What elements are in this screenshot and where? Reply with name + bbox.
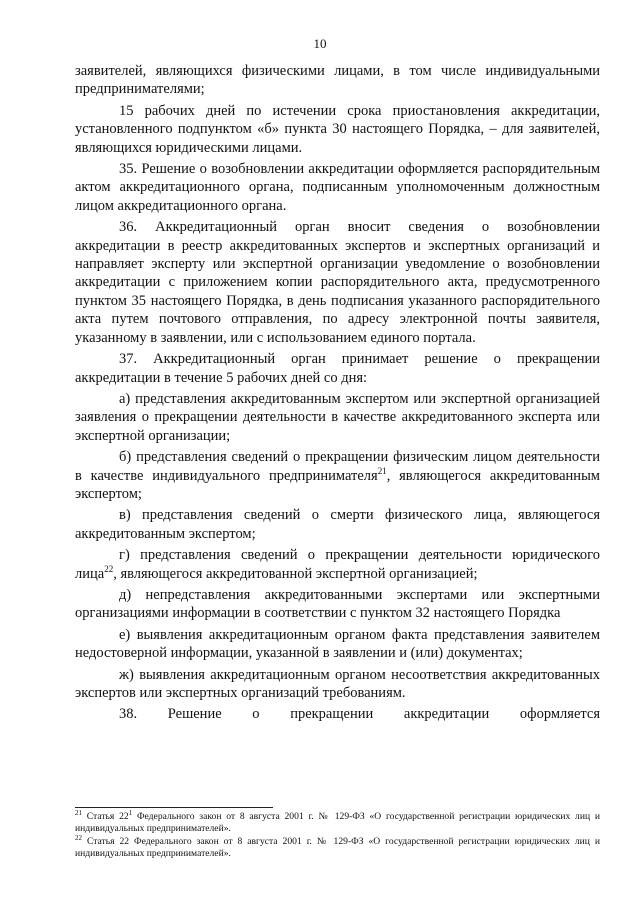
footnote-mark: 21 bbox=[75, 808, 82, 817]
paragraph: д) непредставления аккредитованными экспертами или экспертными организациями информации в соответствии с пунктом 32 настоящего Порядка bbox=[75, 586, 600, 622]
footnote-text: Статья 22 bbox=[82, 811, 129, 822]
paragraph: 35. Решение о возобновлении аккредитации оформляется распорядительным актом аккредитационного органа, подписанным уполномоченным должностным лицом аккредитационного органа. bbox=[75, 161, 600, 214]
footnote-mark: 22 bbox=[75, 833, 82, 842]
footnote bbox=[75, 833, 600, 861]
footnote-divider bbox=[75, 807, 273, 808]
paragraph: 37. Аккредитационный орган принимает решение о прекращении аккредитации в течение 5 рабочих дней со дня: bbox=[75, 351, 600, 386]
paragraph: заявителей, являющихся физическими лицами, в том числе индивидуальными предпринимателями; bbox=[75, 63, 600, 98]
paragraph: в) представления сведений о смерти физического лица, являющегося аккредитованным экспертом; bbox=[75, 507, 600, 542]
footnotes bbox=[75, 808, 601, 861]
footnote-sup: 1 bbox=[128, 808, 133, 817]
paragraph: 36. Аккредитационный орган вносит сведения о возобновлении аккредитации в реестр аккредитованных экспертов и экспертных организаций и направляет эксперту или экспертной организации уведомление о возобновлении аккредитации с приложением копии распорядительного акта, предусмотренного пунктом 35 настоящего Порядка, в день подписания указанного распорядительного акта путем почтового отправления, по адресу электронной почты заявителя, указанному в заявлении, или с использованием единого портала. bbox=[75, 219, 600, 346]
page-number: 10 bbox=[313, 36, 327, 51]
paragraph bbox=[75, 546, 600, 583]
paragraph: 15 рабочих дней по истечении срока приостановления аккредитации, установленного подпунктом «б» пункта 30 настоящего Порядка, – для заявителей, являющихся юридическими лицами. bbox=[75, 102, 600, 156]
paragraph: ж) выявления аккредитационным органом несоответствия аккредитованных экспертов или экспертных организаций требованиям. bbox=[75, 666, 600, 701]
footnote-ref[interactable]: 22 bbox=[104, 563, 114, 574]
footnote bbox=[75, 808, 601, 836]
paragraph: е) выявления аккредитационным органом факта представления заявителем недостоверной информации, указанной в заявлении и (или) документах; bbox=[75, 626, 600, 662]
footnote-text: Федерального закон от 8 августа 2001 г. № 129-ФЗ «О государственной регистрации юридических лиц и индивидуальных предпринимателей». bbox=[75, 811, 601, 835]
paragraph-text: , являющегося аккредитованным экспертом; bbox=[75, 467, 600, 502]
footnote-text: Статья 22 Федерального закон от 8 августа 2001 г. № 129-ФЗ «О государственной регистрации юридических лиц и индивидуальных предпринимателей». bbox=[75, 835, 600, 860]
paragraph: 38. Решение о прекращении аккредитации оформляется bbox=[119, 706, 600, 723]
footnote-ref[interactable]: 21 bbox=[377, 465, 387, 476]
paragraph bbox=[75, 448, 600, 503]
paragraph-text: г) представления сведений о прекращении деятельности юридического лица bbox=[75, 547, 600, 582]
paragraph-text: б) представления сведений о прекращении физическим лицом деятельности в качестве индивидуального предпринимателя bbox=[75, 449, 600, 484]
paragraph-text: , являющегося аккредитованной экспертной организацией; bbox=[113, 565, 478, 582]
document-body bbox=[75, 62, 600, 724]
paragraph: а) представления аккредитованным экспертом или экспертной организацией заявления о прекращении деятельности в качестве аккредитованного эксперта или экспертной организации; bbox=[75, 390, 600, 444]
